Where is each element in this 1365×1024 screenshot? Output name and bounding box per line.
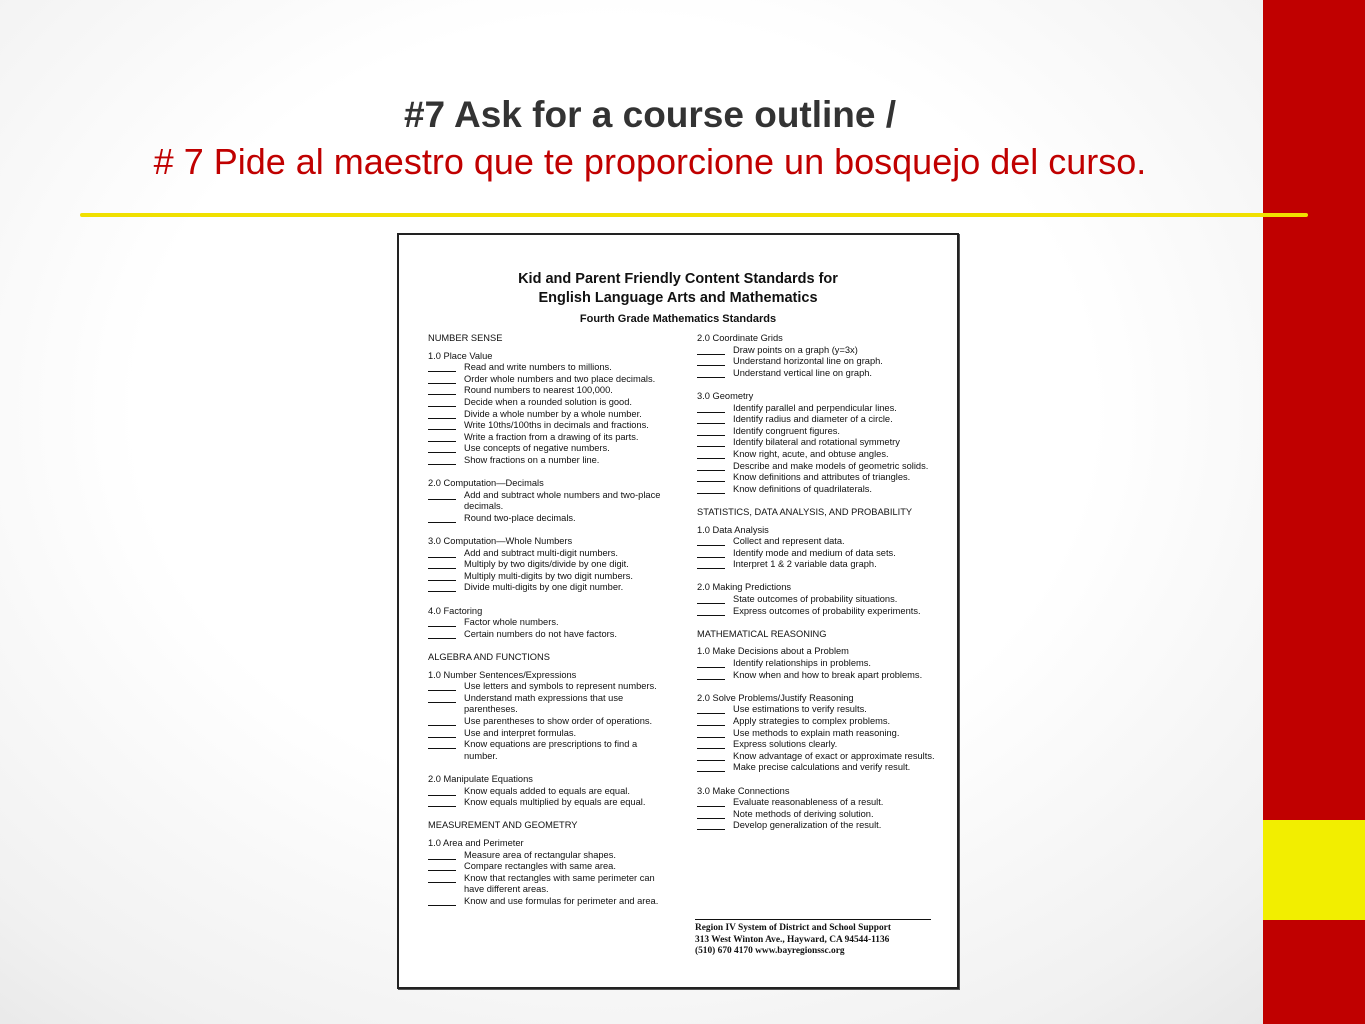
standard-item <box>697 403 937 415</box>
standard-item-text: Make precise calculations and verify result. <box>733 762 911 773</box>
standard-item-text: Write 10ths/100ths in decimals and fractions. <box>464 420 649 431</box>
standard-item-text: Show fractions on a number line. <box>464 454 600 465</box>
standard-group-title: 4.0 Factoring <box>428 605 483 616</box>
standard-item <box>697 606 937 618</box>
standards-section <box>428 652 668 809</box>
checkoff-blank <box>697 716 725 726</box>
standard-item-text: Use methods to explain math reasoning. <box>733 727 900 738</box>
checkoff-blank <box>697 484 725 494</box>
checkoff-blank <box>697 797 725 807</box>
yellow-accent-block <box>1263 820 1365 920</box>
checkoff-blank <box>697 670 725 680</box>
standard-item-text: Order whole numbers and two place decimals. <box>464 373 656 384</box>
standard-item <box>428 385 668 397</box>
checkoff-blank <box>428 850 456 860</box>
standard-item <box>428 362 668 374</box>
standard-item <box>697 559 937 571</box>
title-spanish: # 7 Pide al maestro que te proporcione un bosquejo del curso. <box>153 141 1147 182</box>
standard-item <box>428 397 668 409</box>
section-heading: MATHEMATICAL REASONING <box>697 628 827 639</box>
standard-item <box>697 368 937 380</box>
standard-group-title: 1.0 Area and Perimeter <box>428 837 524 848</box>
standard-item-text: Use parentheses to show order of operations. <box>464 716 653 726</box>
standard-item-text: Write a fraction from a drawing of its parts. <box>464 431 639 442</box>
checkoff-blank <box>428 582 456 592</box>
checkoff-blank <box>697 461 725 471</box>
standard-item <box>428 548 668 560</box>
standard-item <box>697 820 937 832</box>
checkoff-blank <box>428 409 456 419</box>
standard-item <box>428 409 668 421</box>
standard-item <box>428 374 668 386</box>
standard-item-text: Decide when a rounded solution is good. <box>464 396 632 407</box>
checkoff-blank <box>697 658 725 668</box>
standard-item-text: Note methods of deriving solution. <box>733 808 874 819</box>
standard-item-text: Know that rectangles with same perimeter can have different areas. <box>464 872 655 895</box>
standard-item <box>697 809 937 821</box>
standard-item <box>428 629 668 641</box>
standard-group-title: 1.0 Data Analysis <box>697 524 769 535</box>
standard-item-text: Collect and represent data. <box>733 536 845 547</box>
checkoff-blank <box>428 513 456 523</box>
standard-item <box>428 432 668 444</box>
standard-item-text: Know equals added to equals are equal. <box>464 785 630 796</box>
checkoff-blank <box>697 739 725 749</box>
standard-item-text: Measure area of rectangular shapes. <box>464 849 616 860</box>
checkoff-blank <box>428 739 456 749</box>
checkoff-blank <box>697 809 725 819</box>
standard-item <box>428 873 668 896</box>
standard-item <box>697 762 937 774</box>
standard-item <box>428 693 668 716</box>
standard-item-text: Identify congruent figures. <box>733 425 840 436</box>
standard-item-text: Draw points on a graph (y=3x) <box>733 344 858 355</box>
standard-item-text: Compare rectangles with same area. <box>464 861 616 872</box>
standard-item <box>697 449 937 461</box>
standard-item-text: Express outcomes of probability experiments. <box>733 605 921 616</box>
standards-section <box>428 820 668 907</box>
checkoff-blank <box>697 820 725 830</box>
document-title-line1: Kid and Parent Friendly Content Standards for <box>518 271 838 287</box>
title-english: #7 Ask for a course outline / <box>403 94 897 135</box>
standard-item <box>428 797 668 809</box>
checkoff-blank <box>428 797 456 807</box>
standard-group-title: 2.0 Coordinate Grids <box>697 333 783 343</box>
standard-item-text: Understand vertical line on graph. <box>733 367 873 378</box>
section-heading: MEASUREMENT AND GEOMETRY <box>428 820 578 831</box>
standard-group-title: 2.0 Making Predictions <box>697 582 792 593</box>
checkoff-blank <box>697 728 725 738</box>
checkoff-blank <box>428 432 456 442</box>
standard-item <box>697 461 937 473</box>
checkoff-blank <box>697 536 725 546</box>
standard-item <box>428 728 668 740</box>
standard-item-text: Identify bilateral and rotational symmetry <box>733 437 900 448</box>
course-outline-document <box>397 233 959 989</box>
standard-item-text: Identify relationships in problems. <box>733 658 871 669</box>
standard-item-text: Use letters and symbols to represent numbers. <box>464 681 657 692</box>
standard-item <box>428 455 668 467</box>
standard-item-text: Apply strategies to complex problems. <box>733 716 891 726</box>
checkoff-blank <box>697 472 725 482</box>
standard-item-text: Know equations are prescriptions to find a number. <box>464 739 638 761</box>
standard-item <box>697 739 937 751</box>
standard-item <box>697 728 937 740</box>
standard-item-text: Read and write numbers to millions. <box>464 362 612 373</box>
checkoff-blank <box>697 594 725 604</box>
checkoff-blank <box>428 374 456 384</box>
checkoff-blank <box>428 693 456 703</box>
standard-item-text: Know when and how to break apart problems. <box>733 669 923 680</box>
standard-item <box>697 658 937 670</box>
standard-item <box>428 559 668 571</box>
checkoff-blank <box>428 420 456 430</box>
standard-item-text: Know right, acute, and obtuse angles. <box>733 448 889 459</box>
standard-item <box>697 345 937 357</box>
standard-item-text: Certain numbers do not have factors. <box>464 628 617 639</box>
standard-item-text: Use and interpret formulas. <box>464 727 577 738</box>
standard-item <box>697 594 937 606</box>
document-title-line2: English Language Arts and Mathematics <box>538 290 818 306</box>
title-divider <box>80 213 1308 217</box>
standard-item <box>697 548 937 560</box>
standard-group-title: 2.0 Computation—Decimals <box>428 478 544 489</box>
standards-section <box>697 629 937 832</box>
standard-item-text: Develop generalization of the result. <box>733 820 882 831</box>
standard-item <box>428 617 668 629</box>
document-subtitle: Fourth Grade Mathematics Standards <box>579 313 777 325</box>
checkoff-blank <box>428 559 456 569</box>
standard-item-text: Evaluate reasonableness of a result. <box>733 797 884 808</box>
standard-item-text: Multiply multi-digits by two digit numbers. <box>464 570 633 581</box>
checkoff-blank <box>697 356 725 366</box>
checkoff-blank <box>428 617 456 627</box>
standard-item <box>428 513 668 525</box>
checkoff-blank <box>428 490 456 500</box>
standard-item <box>697 751 937 763</box>
standard-item-text: Round numbers to nearest 100,000. <box>464 385 613 396</box>
checkoff-blank <box>697 345 725 355</box>
standard-item <box>428 571 668 583</box>
standard-item-text: Know equals multiplied by equals are equal. <box>464 797 646 808</box>
standard-group-title: 3.0 Computation—Whole Numbers <box>428 536 573 547</box>
checkoff-blank <box>697 762 725 772</box>
standard-group-title: 2.0 Solve Problems/Justify Reasoning <box>697 692 854 703</box>
checkoff-blank <box>697 751 725 761</box>
standard-item-text: Interpret 1 & 2 variable data graph. <box>733 559 877 570</box>
checkoff-blank <box>697 426 725 436</box>
standard-item-text: State outcomes of probability situations. <box>733 594 898 605</box>
checkoff-blank <box>697 449 725 459</box>
standard-item-text: Know definitions of quadrilaterals. <box>733 483 873 494</box>
standard-item-text: Multiply by two digits/divide by one digit. <box>464 559 629 570</box>
checkoff-blank <box>697 559 725 569</box>
standard-item-text: Round two-place decimals. <box>464 512 576 523</box>
standard-item-text: Know definitions and attributes of triangles. <box>733 472 911 483</box>
standard-item <box>428 443 668 455</box>
standard-item <box>428 850 668 862</box>
standard-item <box>697 414 937 426</box>
standard-group-title: 3.0 Geometry <box>697 390 754 401</box>
standard-item <box>697 536 937 548</box>
document-footer <box>695 919 931 958</box>
checkoff-blank <box>697 548 725 558</box>
standard-item-text: Factor whole numbers. <box>464 617 559 628</box>
standard-item-text: Understand math expressions that use parentheses. <box>464 692 624 715</box>
slide-title <box>80 92 1220 186</box>
checkoff-blank <box>697 704 725 714</box>
standard-item-text: Know advantage of exact or approximate results. <box>733 750 935 761</box>
standard-group-title: 1.0 Make Decisions about a Problem <box>697 646 849 657</box>
checkoff-blank <box>428 385 456 395</box>
checkoff-blank <box>428 443 456 453</box>
standard-item-text: Understand horizontal line on graph. <box>733 356 883 367</box>
standard-group-title: 2.0 Manipulate Equations <box>428 773 533 784</box>
standard-item <box>428 490 668 513</box>
document-title <box>399 270 957 308</box>
section-heading: NUMBER SENSE <box>428 333 503 343</box>
checkoff-blank <box>428 681 456 691</box>
standard-item-text: Identify mode and medium of data sets. <box>733 547 896 558</box>
right-column <box>697 333 937 832</box>
standard-item-text: Add and subtract whole numbers and two-place decimals. <box>464 489 661 512</box>
checkoff-blank <box>697 414 725 424</box>
standard-item <box>697 704 937 716</box>
standard-item-text: Divide multi-digits by one digit number. <box>464 582 624 593</box>
standard-item-text: Use concepts of negative numbers. <box>464 443 610 454</box>
standard-item <box>428 861 668 873</box>
checkoff-blank <box>428 397 456 407</box>
standard-item <box>697 670 937 682</box>
standard-item <box>697 484 937 496</box>
standard-item <box>428 896 668 908</box>
standard-item-text: Identify radius and diameter of a circle. <box>733 414 893 425</box>
standard-group-title: 1.0 Place Value <box>428 350 493 361</box>
standard-item <box>428 420 668 432</box>
standard-item <box>697 716 937 728</box>
standard-item <box>697 437 937 449</box>
standard-item-text: Describe and make models of geometric solids. <box>733 460 929 471</box>
standard-item-text: Add and subtract multi-digit numbers. <box>464 547 618 558</box>
checkoff-blank <box>428 786 456 796</box>
standard-item-text: Know and use formulas for perimeter and area. <box>464 895 659 906</box>
checkoff-blank <box>428 728 456 738</box>
standard-item <box>428 786 668 798</box>
checkoff-blank <box>428 548 456 558</box>
standard-item <box>697 356 937 368</box>
standard-item <box>697 472 937 484</box>
left-column <box>428 333 668 908</box>
standard-group-title: 3.0 Make Connections <box>697 785 790 796</box>
footer-line1: Region IV System of District and School Support <box>695 923 891 933</box>
standard-item <box>697 426 937 438</box>
standard-item <box>428 716 668 728</box>
checkoff-blank <box>428 455 456 465</box>
section-heading: ALGEBRA AND FUNCTIONS <box>428 652 550 663</box>
checkoff-blank <box>428 629 456 639</box>
section-heading: STATISTICS, DATA ANALYSIS, AND PROBABILITY <box>697 506 913 517</box>
footer-line3: (510) 670 4170 www.bayregionssc.org <box>695 946 845 957</box>
standard-item <box>428 681 668 693</box>
checkoff-blank <box>697 606 725 616</box>
footer-line2: 313 West Winton Ave., Hayward, CA 94544-1136 <box>695 934 890 945</box>
checkoff-blank <box>428 861 456 871</box>
standards-section <box>697 333 937 495</box>
standard-item <box>428 582 668 594</box>
checkoff-blank <box>428 362 456 372</box>
standard-item-text: Identify parallel and perpendicular lines. <box>733 402 897 413</box>
checkoff-blank <box>697 437 725 447</box>
checkoff-blank <box>428 873 456 883</box>
checkoff-blank <box>697 403 725 413</box>
checkoff-blank <box>428 571 456 581</box>
checkoff-blank <box>428 716 456 726</box>
checkoff-blank <box>697 368 725 378</box>
standard-group-title: 1.0 Number Sentences/Expressions <box>428 669 577 680</box>
standard-item-text: Express solutions clearly. <box>733 739 838 750</box>
checkoff-blank <box>428 896 456 906</box>
standard-item <box>428 739 668 762</box>
standard-item <box>697 797 937 809</box>
standards-section <box>428 333 668 640</box>
standard-item-text: Divide a whole number by a whole number. <box>464 408 642 419</box>
standards-section <box>697 507 937 617</box>
standard-item-text: Use estimations to verify results. <box>733 704 867 715</box>
